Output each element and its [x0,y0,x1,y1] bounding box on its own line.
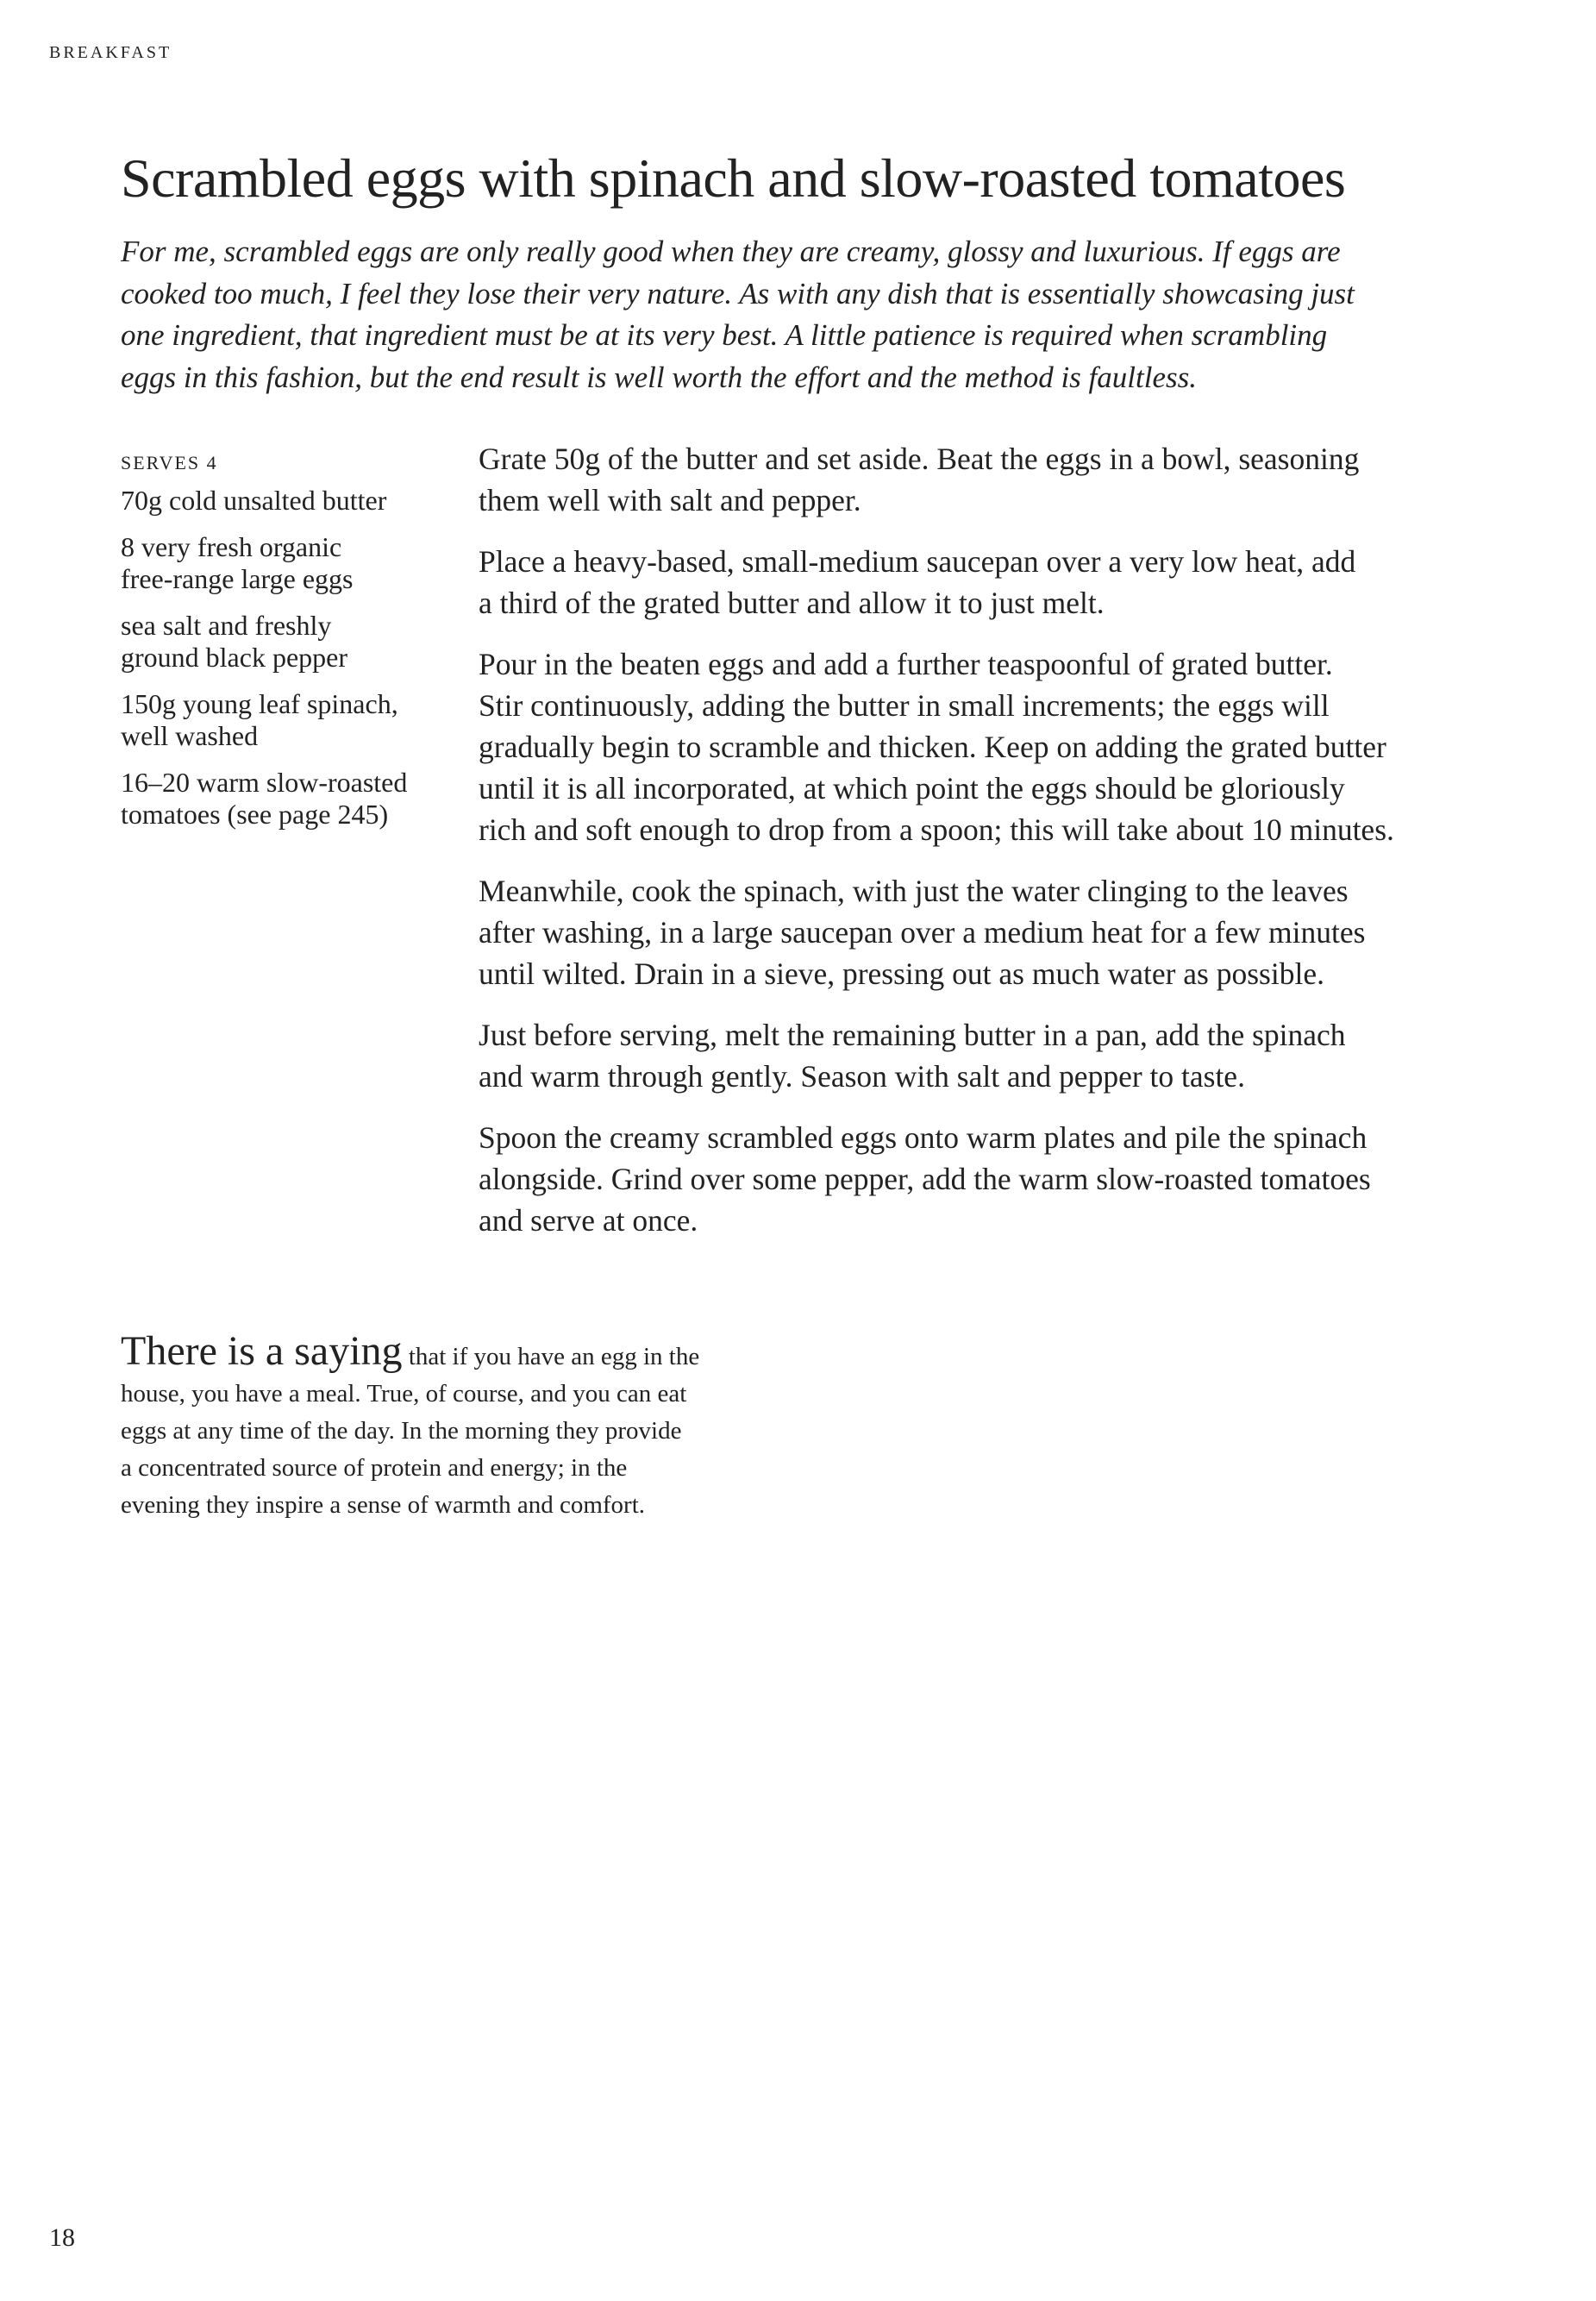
method-step [479,870,1394,994]
method-step [479,541,1394,624]
intro-line: eggs in this fashion, but the end result is well worth the effort and the method is faultless. [121,360,1197,394]
method-line: them well with salt and pepper. [479,483,861,517]
method-step [479,1014,1394,1097]
sidebar-quote [121,1328,700,1524]
section-header: BREAKFAST [49,43,172,62]
ingredients-list [121,452,466,845]
method-line: and serve at once. [479,1203,698,1238]
method-line: Spoon the creamy scrambled eggs onto warm plates and pile the spinach [479,1120,1368,1155]
ingredient-line: 8 very fresh organic [121,531,342,562]
method-line: alongside. Grind over some pepper, add the warm slow-roasted tomatoes [479,1162,1371,1196]
method-line: gradually begin to scramble and thicken. Keep on adding the grated butter [479,730,1386,764]
method-line: Grate 50g of the butter and set aside. Beat the eggs in a bowl, seasoning [479,442,1360,476]
quote-line: eggs at any time of the day. In the morning they provide [121,1417,682,1445]
ingredient-items [121,485,466,831]
method-line: Just before serving, melt the remaining butter in a pan, add the spinach [479,1018,1346,1052]
method-line: Place a heavy-based, small-medium saucepan over a very low heat, add [479,544,1356,579]
ingredient-line: tomatoes (see page 245) [121,799,389,830]
intro-line: cooked too much, I feel they lose their very nature. As with any dish that is essentially showcasing just [121,276,1355,310]
method-line: a third of the grated butter and allow it to just melt. [479,586,1105,620]
method-line: rich and soft enough to drop from a spoon; this will take about 10 minutes. [479,812,1394,847]
quote-first-line: that if you have an egg in the [402,1343,700,1370]
ingredient-item [121,531,466,595]
recipe-title: Scrambled eggs with spinach and slow-roasted tomatoes [121,147,1346,209]
quote-lead: There is a saying [121,1328,403,1374]
quote-line: a concentrated source of protein and energy; in the [121,1454,628,1482]
method-step [479,438,1394,521]
ingredient-item [121,688,466,752]
ingredient-item [121,610,466,674]
quote-line: evening they inspire a sense of warmth and comfort. [121,1491,646,1519]
ingredient-line: well washed [121,720,259,751]
method-line: Pour in the beaten eggs and add a further teaspoonful of grated butter. [479,647,1333,681]
page-number: 18 [49,2223,75,2252]
intro-line: one ingredient, that ingredient must be at its very best. A little patience is required when scrambling [121,318,1328,352]
ingredient-line: sea salt and freshly [121,610,332,641]
method-line: Stir continuously, adding the butter in small increments; the eggs will [479,688,1330,723]
ingredient-item [121,767,466,831]
method-line: after washing, in a large saucepan over a medium heat for a few minutes [479,915,1366,950]
method-line: Meanwhile, cook the spinach, with just the water clinging to the leaves [479,874,1349,908]
method-step [479,1117,1394,1241]
ingredient-item [121,485,466,517]
method-line: until it is all incorporated, at which point the eggs should be gloriously [479,771,1345,806]
method-steps [479,438,1394,1261]
intro-line: For me, scrambled eggs are only really good when they are creamy, glossy and luxurious. If eggs are [121,235,1341,268]
method-step [479,643,1394,850]
ingredient-line: 16–20 warm slow-roasted [121,767,408,798]
ingredient-line: free-range large eggs [121,563,354,594]
recipe-intro [121,231,1355,398]
quote-lines [121,1376,699,1524]
ingredient-line: ground black pepper [121,642,348,673]
method-line: until wilted. Drain in a sieve, pressing out as much water as possible. [479,956,1324,991]
ingredient-line: 70g cold unsalted butter [121,485,387,516]
ingredient-line: 150g young leaf spinach, [121,688,398,719]
serves-label: SERVES 4 [121,452,218,473]
method-line: and warm through gently. Season with salt and pepper to taste. [479,1059,1245,1094]
quote-line: house, you have a meal. True, of course, and you can eat [121,1380,687,1408]
